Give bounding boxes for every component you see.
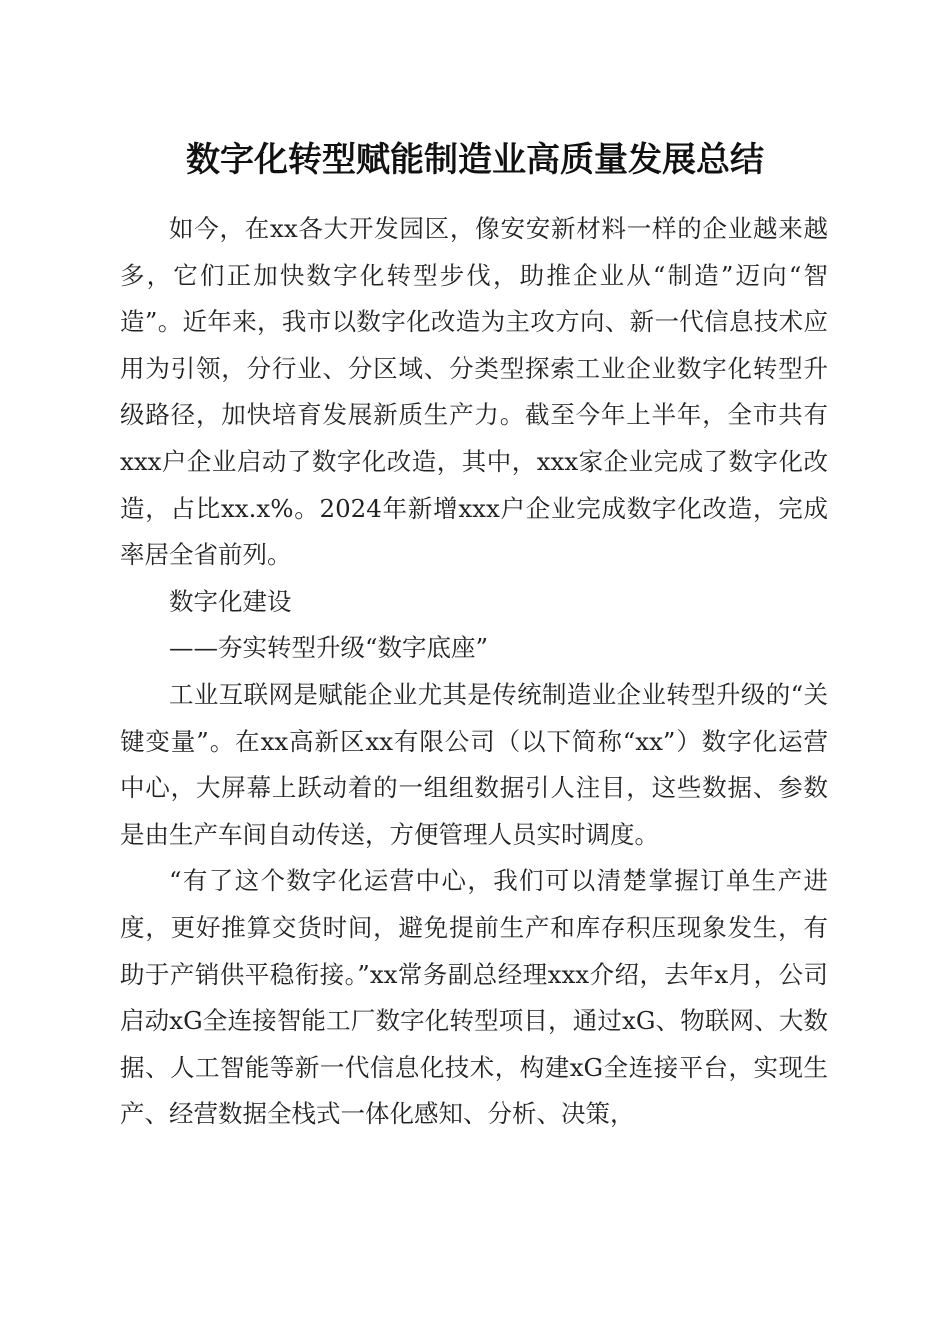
document-title: 数字化转型赋能制造业高质量发展总结 [186,140,764,180]
paragraph-intro: 如今，在xx各大开发园区，像安安新材料一样的企业越来越多，它们正加快数字化转型步伐，助推企业从“制造”迈向“智造”。近年来，我市以数字化改造为主攻方向、新一代信息技术应用为引领，分行业、分区域、分类型探索工业企业数字化转型升级路径，加快培育发展新质生产力。截至今年上半年，全市共有xxx户企业启动了数字化改造，其中，xxx家企业完成了数字化改造，占比xx.x%。2024年新增xxx户企业完成数字化改造，完成率居全省前列。 [120,214,828,570]
document-body [120,206,828,1138]
paragraph-industrial-internet: 工业互联网是赋能企业尤其是传统制造业企业转型升级的“关键变量”。在xx高新区xx有限公司（以下简称“xx”）数字化运营中心，大屏幕上跃动着的一组组数据引人注目，这些数据、参数是由生产车间自动传送，方便管理人员实时调度。 [120,679,828,849]
section-subheading: ——夯实转型升级“数字底座” [169,633,489,663]
paragraph-quote: “有了这个数字化运营中心，我们可以清楚掌握订单生产进度，更好推算交货时间，避免提前生产和库存积压现象发生，有助于产销供平稳衔接。”xx常务副总经理xxx介绍，去年x月，公司启动xG全连接智能工厂数字化转型项目，通过xG、物联网、大数据、人工智能等新一代信息化技术，构建xG全连接平台，实现生产、经营数据全栈式一体化感知、分析、决策， [120,866,828,1129]
section-heading: 数字化建设 [169,586,292,616]
